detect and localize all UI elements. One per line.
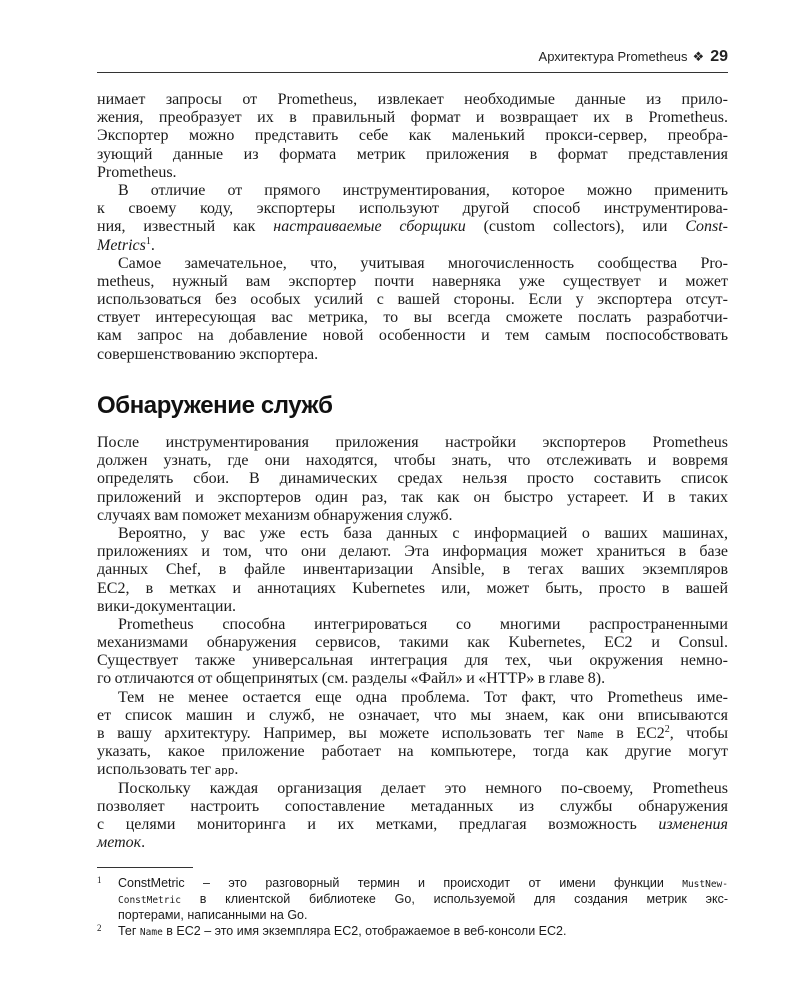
text-run: В отличие от прямого инструментирования, которое можно применить [118,181,728,199]
ornament-icon: ❖ [692,49,705,64]
text-run: приложениях и том, что они делают. Эта информация может храниться в базе [97,543,728,561]
text-run: в клиентской библиотеке Go, используемой для создания метрик экс- [180,892,728,906]
emphasis: изменения [658,815,728,833]
paragraph [97,91,728,182]
footnote-ref: 1 [145,235,151,247]
footnote-rule [97,867,193,868]
text-run: данных Chef, в файле инвентаризации Ansible, в тегах ваших экземпляров [97,561,728,579]
text-run: . [141,834,146,852]
text-run: вики-документации. [97,597,237,615]
running-header [97,48,728,66]
page-number: 29 [710,48,728,65]
text-run: указать, какое приложение работает на компьютере, тогда как другие могут [97,743,728,761]
text-line [97,652,728,670]
text-run: механизмами обнаружения сервисов, такими как Kubernetes, EC2 и Consul. [97,634,728,652]
text-line [97,346,728,364]
text-run: кам запрос на добавление новой особенности и тем самым поспособствовать [97,327,728,345]
text-line [97,525,728,543]
text-line [97,743,728,761]
text-run: ConstMetric – это разговорный термин и происходит от имени функции [118,876,683,890]
text-line [97,598,728,616]
paragraph [97,780,728,853]
text-line [97,543,728,561]
text-run: приложений и экспортеров один раз, так как он быстро устареет. И в таких [97,488,728,506]
text-line [97,273,728,291]
text-line [97,834,728,852]
text-run: зующий данные из формата метрик приложения в формат представления [97,145,728,163]
text-line [97,470,728,488]
text-line [97,218,728,236]
text-line [97,452,728,470]
text-run: Prometheus. [97,163,177,181]
footnote-ref: 2 [664,724,670,735]
text-run: к своему коду, экспортеры используют другой способ инструментирова- [97,200,728,218]
footnote-line [97,891,728,907]
text-line [97,689,728,707]
text-run: портерами, написанными на Go. [118,908,308,922]
footnote-line [97,923,728,939]
text-line [97,634,728,652]
text-line [97,489,728,507]
footnote-line [97,907,728,923]
paragraph [97,525,728,616]
inline-code: MustNew- [682,879,728,890]
text-line [97,109,728,127]
text-run: совершенствованию экспортера. [97,345,319,363]
footnote [97,923,728,939]
text-run: должен узнать, где они находятся, чтобы знать, что отслеживать и вовремя [97,452,728,470]
text-run: Тег [118,924,140,938]
text-line [97,616,728,634]
text-run: в EC2 – это имя экземпляра EC2, отображаемое в веб-консоли EC2. [162,924,567,938]
intro-text [97,91,728,364]
text-run: (custom collectors), или [465,218,686,236]
emphasis: Const- [685,218,728,236]
text-run: позволяет настроить сопоставление метаданных из службы обнаружения [97,797,728,815]
chapter-title: Архитектура Prometheus [538,49,688,64]
footnote-number: 2 [97,923,102,933]
text-line [97,725,728,743]
text-line [97,91,728,109]
header-rule [97,72,728,73]
text-line [97,798,728,816]
text-run: Существует также универсальная интеграция для тех, чьи окружения немно- [97,652,728,670]
text-line [97,507,728,525]
text-line [97,780,728,798]
paragraph [97,616,728,689]
text-line [97,237,728,255]
footnote [97,875,728,923]
text-run: Экспортер можно представить себе как маленький прокси-сервер, преобра- [97,127,728,145]
text-run: нимает запросы от Prometheus, извлекает необходимые данные из прило- [97,91,728,108]
inline-code: ConstMetric [118,895,181,906]
text-line [97,327,728,345]
text-line [97,707,728,725]
text-run: в вашу архитектуру. Например, вы можете использовать тег [97,725,578,742]
inline-code: app [214,764,235,778]
text-run: . [150,236,155,254]
text-line [97,146,728,164]
footnote-line [97,875,728,891]
text-run: . [234,761,239,779]
text-run: случаях вам поможет механизм обнаружения служб. [97,506,453,524]
text-run: metheus, нужный вам экспортер почти наверняка уже существует и может [97,272,728,290]
paragraph [97,689,728,780]
text-run: жения, преобразует их в правильный формат и возвращает их в Prometheus. [97,109,728,127]
emphasis: Metrics [97,236,146,254]
section-text [97,434,728,852]
text-line [97,309,728,327]
text-line [97,164,728,182]
section-heading: Обнаружение служб [97,392,333,419]
text-run: ет список машин и служб, не означает, что мы знаем, как они вписываются [97,706,728,724]
text-run: ния, известный как [97,218,274,236]
emphasis: меток [97,834,142,852]
paragraph [97,434,728,525]
inline-code: Name [139,927,163,938]
text-line [97,127,728,145]
text-run: определять сбои. В динамических средах нельзя просто составить список [97,470,728,488]
paragraph [97,182,728,255]
text-run: Самое замечательное, что, учитывая многочисленность сообщества Pro- [118,254,728,272]
text-run: Вероятно, у вас уже есть база данных с информацией о ваших машинах, [118,524,728,542]
text-line [97,291,728,309]
text-run: го отличаются от общепринятых (см. разделы «Файл» и «HTTP» в главе 8). [97,670,606,688]
text-line [97,816,728,834]
paragraph [97,255,728,364]
text-run: Prometheus способна интегрироваться со многими распространенными [118,615,728,633]
text-line [97,182,728,200]
text-line [97,561,728,579]
text-run: ствует интересующая вас метрика, то вы всегда сможете послать разработчи- [97,309,728,327]
text-run: в EC2 [603,725,665,742]
text-run: После инструментирования приложения настройки экспортеров Prometheus [97,434,728,451]
text-line [97,670,728,688]
text-run: с целями мониторинга и их метками, предлагая возможность [97,815,659,833]
text-run: , чтобы [669,725,729,742]
text-line [97,255,728,273]
text-run: EC2, в метках и аннотациях Kubernetes или, может быть, просто в вашей [97,579,728,597]
inline-code: Name [577,728,604,741]
text-line [97,580,728,598]
text-run: Тем не менее остается еще одна проблема. Тот факт, что Prometheus име- [118,688,728,706]
text-run: использоваться без особых усилий с вашей стороны. Если у экспортера отсут- [97,291,728,309]
text-line [97,434,728,452]
footnotes [97,875,728,939]
emphasis: настраиваемые сборщики [273,218,466,236]
footnote-number: 1 [97,875,102,885]
text-run: использовать тег [97,761,215,779]
text-line [97,761,728,779]
text-run: Поскольку каждая организация делает это немного по-своему, Prometheus [118,779,728,797]
text-line [97,200,728,218]
